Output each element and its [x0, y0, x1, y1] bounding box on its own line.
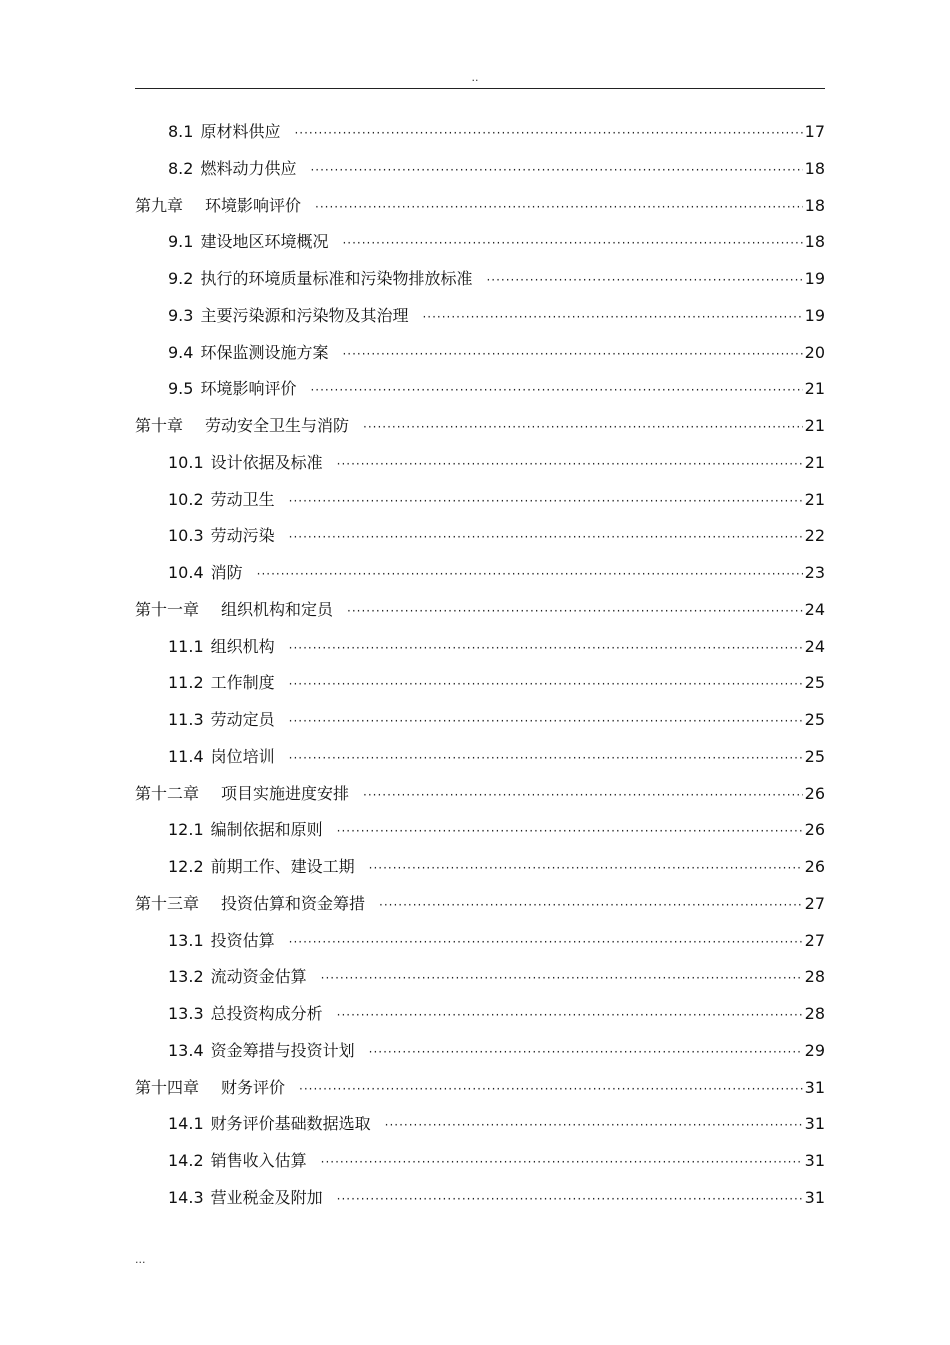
toc-section-entry[interactable] — [135, 445, 825, 482]
toc-entry-number: 11.2 — [168, 673, 204, 693]
toc-entry-text: 总投资构成分析 — [210, 1004, 323, 1023]
toc-entry-text: 原材料供应 — [200, 122, 281, 141]
toc-entry-title — [135, 408, 349, 445]
toc-page-number: 26 — [804, 820, 825, 840]
toc-dot-leader — [315, 189, 803, 226]
toc-entry-title — [168, 151, 296, 188]
toc-entry-text: 组织机构 — [210, 636, 275, 656]
toc-entry-number: 10.1 — [168, 452, 204, 472]
toc-dot-leader — [289, 630, 803, 667]
toc-dot-leader — [289, 703, 803, 740]
toc-entry-text: 燃料动力供应 — [200, 158, 297, 178]
toc-entry-number: 14.3 — [168, 1187, 204, 1207]
toc-entry-number: 11.3 — [168, 710, 204, 729]
toc-page-number: 31 — [804, 1151, 825, 1170]
toc-section-entry[interactable] — [135, 1106, 825, 1143]
toc-page-number: 21 — [804, 452, 825, 472]
toc-entry-number: 14.1 — [168, 1114, 204, 1134]
toc-entry-text: 销售收入估算 — [210, 1151, 307, 1170]
toc-entry-number: 9.3 — [168, 305, 194, 325]
toc-page-number: 26 — [804, 783, 825, 803]
toc-entry-title — [168, 1106, 371, 1143]
toc-page-number: 25 — [804, 710, 825, 729]
toc-section-entry[interactable] — [135, 518, 825, 555]
toc-entry-number: 13.4 — [168, 1040, 204, 1060]
toc-section-entry[interactable] — [135, 702, 825, 739]
toc-entry-title — [168, 812, 323, 849]
toc-chapter-entry[interactable] — [135, 776, 825, 813]
toc-dot-leader — [289, 519, 803, 556]
toc-entry-number: 11.4 — [168, 746, 204, 766]
toc-section-entry[interactable] — [135, 1180, 825, 1217]
toc-entry-title — [135, 776, 349, 813]
toc-section-entry[interactable] — [135, 482, 825, 519]
toc-entry-title — [168, 371, 296, 408]
toc-entry-text: 投资估算和资金筹措 — [221, 893, 366, 913]
toc-entry-title — [168, 996, 323, 1033]
toc-entry-number: 第九章 — [135, 195, 184, 215]
toc-entry-number: 11.1 — [168, 636, 204, 656]
toc-dot-leader — [257, 556, 803, 593]
toc-page-number: 21 — [804, 379, 825, 399]
toc-entry-title — [168, 114, 280, 151]
toc-entry-text: 组织机构和定员 — [221, 599, 334, 619]
toc-dot-leader — [363, 777, 803, 814]
toc-entry-number: 13.1 — [168, 930, 204, 950]
toc-dot-leader — [310, 152, 802, 189]
toc-entry-number: 8.2 — [168, 158, 194, 178]
toc-entry-text: 消防 — [210, 563, 243, 582]
toc-dot-leader — [363, 409, 803, 446]
toc-dot-leader — [289, 666, 803, 703]
toc-section-entry[interactable] — [135, 371, 825, 408]
toc-entry-title — [168, 224, 328, 261]
page-header-mark: .. — [471, 71, 479, 84]
toc-entry-text: 投资估算 — [210, 930, 275, 950]
toc-section-entry[interactable] — [135, 812, 825, 849]
toc-entry-title — [135, 886, 365, 923]
toc-entry-title — [168, 298, 408, 335]
toc-page-number: 21 — [804, 489, 825, 509]
toc-page-number: 21 — [804, 416, 825, 435]
toc-entry-number: 10.2 — [168, 489, 204, 509]
toc-chapter-entry[interactable] — [135, 1070, 825, 1107]
toc-section-entry[interactable] — [135, 996, 825, 1033]
toc-dot-leader — [289, 924, 803, 961]
toc-entry-text: 环保监测设施方案 — [200, 342, 329, 362]
toc-entry-text: 财务评价基础数据选取 — [210, 1114, 371, 1134]
toc-page-number: 31 — [804, 1114, 825, 1134]
toc-entry-text: 岗位培训 — [210, 746, 275, 766]
toc-dot-leader — [289, 483, 803, 520]
toc-entry-number: 9.2 — [168, 269, 194, 288]
toc-entry-text: 劳动安全卫生与消防 — [205, 416, 350, 435]
toc-section-entry[interactable] — [135, 849, 825, 886]
toc-entry-number: 9.5 — [168, 379, 194, 399]
toc-section-entry[interactable] — [135, 224, 825, 261]
toc-section-entry[interactable] — [135, 739, 825, 776]
toc-page-number: 18 — [804, 232, 825, 252]
toc-entry-number: 第十三章 — [135, 893, 200, 913]
toc-dot-leader — [299, 1071, 803, 1108]
toc-entry-title — [135, 188, 301, 225]
toc-dot-leader — [321, 1144, 803, 1181]
toc-entry-text: 营业税金及附加 — [210, 1187, 323, 1207]
toc-entry-text: 资金筹措与投资计划 — [210, 1040, 355, 1060]
toc-entry-title — [168, 629, 275, 666]
toc-entry-title — [168, 923, 275, 960]
toc-entry-number: 12.2 — [168, 857, 204, 876]
toc-page-number: 18 — [804, 158, 825, 178]
toc-entry-number: 14.2 — [168, 1151, 204, 1170]
toc-page-number: 18 — [804, 195, 825, 215]
toc-entry-title — [168, 555, 243, 592]
toc-section-entry[interactable] — [135, 555, 825, 592]
toc-entry-text: 执行的环境质量标准和污染物排放标准 — [200, 269, 473, 288]
toc-section-entry[interactable] — [135, 629, 825, 666]
toc-entry-title — [135, 1070, 285, 1107]
toc-entry-title — [168, 1143, 307, 1180]
toc-entry-title — [168, 665, 275, 702]
toc-page-number: 28 — [804, 1004, 825, 1023]
toc-entry-number: 第十四章 — [135, 1077, 200, 1097]
toc-chapter-entry[interactable] — [135, 188, 825, 225]
toc-entry-title — [168, 702, 275, 739]
toc-dot-leader — [289, 740, 803, 777]
toc-page-number: 25 — [804, 673, 825, 693]
toc-chapter-entry[interactable] — [135, 886, 825, 923]
toc-dot-leader — [337, 997, 803, 1034]
toc-section-entry[interactable] — [135, 1033, 825, 1070]
toc-section-entry[interactable] — [135, 959, 825, 996]
toc-entry-number: 12.1 — [168, 820, 204, 840]
toc-entry-text: 劳动卫生 — [210, 489, 275, 509]
toc-section-entry[interactable] — [135, 665, 825, 702]
toc-entry-number: 13.3 — [168, 1004, 204, 1023]
toc-entry-number: 8.1 — [168, 122, 194, 141]
toc-entry-title — [135, 592, 333, 629]
toc-dot-leader — [369, 850, 803, 887]
toc-entry-text: 劳动定员 — [210, 710, 275, 729]
toc-entry-number: 10.3 — [168, 526, 204, 546]
toc-entry-number: 第十一章 — [135, 599, 200, 619]
toc-entry-title — [168, 335, 328, 372]
toc-page-number: 19 — [804, 305, 825, 325]
toc-entry-text: 财务评价 — [221, 1077, 286, 1097]
table-of-contents — [135, 114, 825, 1217]
toc-page-number: 28 — [804, 967, 825, 987]
toc-entry-title — [168, 445, 323, 482]
toc-dot-leader — [337, 446, 803, 483]
toc-page-number: 19 — [804, 269, 825, 288]
toc-section-entry[interactable] — [135, 298, 825, 335]
toc-page-number: 23 — [804, 563, 825, 582]
toc-section-entry[interactable] — [135, 261, 825, 298]
toc-section-entry[interactable] — [135, 114, 825, 151]
toc-entry-text: 环境影响评价 — [205, 195, 302, 215]
toc-dot-leader — [294, 115, 802, 152]
page-footer-mark: ... — [135, 1253, 146, 1266]
toc-page-number: 27 — [804, 930, 825, 950]
toc-page-number: 24 — [804, 636, 825, 656]
toc-page-number: 20 — [804, 342, 825, 362]
toc-dot-leader — [321, 960, 803, 997]
toc-entry-text: 编制依据和原则 — [210, 820, 323, 840]
toc-entry-title — [168, 739, 275, 776]
toc-entry-title — [168, 518, 275, 555]
toc-page-number: 25 — [804, 746, 825, 766]
toc-dot-leader — [342, 225, 802, 262]
toc-page-number: 22 — [804, 526, 825, 546]
toc-entry-title — [168, 1033, 355, 1070]
toc-dot-leader — [385, 1107, 803, 1144]
toc-entry-title — [168, 1180, 323, 1217]
toc-dot-leader — [379, 887, 803, 924]
toc-entry-text: 前期工作、建设工期 — [210, 857, 355, 876]
toc-entry-number: 13.2 — [168, 967, 204, 987]
toc-entry-title — [168, 959, 307, 996]
toc-entry-text: 主要污染源和污染物及其治理 — [200, 305, 409, 325]
toc-dot-leader — [310, 372, 802, 409]
toc-entry-text: 流动资金估算 — [210, 967, 307, 987]
toc-section-entry[interactable] — [135, 151, 825, 188]
toc-page-number: 17 — [804, 122, 825, 141]
toc-entry-number: 10.4 — [168, 563, 204, 582]
toc-entry-text: 设计依据及标准 — [210, 452, 323, 472]
toc-dot-leader — [422, 299, 802, 336]
toc-entry-title — [168, 261, 472, 298]
toc-entry-title — [168, 849, 355, 886]
toc-entry-number: 第十二章 — [135, 783, 200, 803]
header-rule — [135, 88, 825, 89]
toc-section-entry[interactable] — [135, 335, 825, 372]
toc-entry-number: 9.1 — [168, 232, 194, 252]
toc-entry-text: 项目实施进度安排 — [221, 783, 350, 803]
toc-entry-number: 9.4 — [168, 342, 194, 362]
toc-page-number: 31 — [804, 1187, 825, 1207]
toc-dot-leader — [342, 336, 802, 373]
toc-entry-number: 第十章 — [135, 416, 184, 435]
toc-chapter-entry[interactable] — [135, 408, 825, 445]
toc-dot-leader — [369, 1034, 803, 1071]
toc-entry-text: 工作制度 — [210, 673, 275, 693]
toc-page-number: 27 — [804, 893, 825, 913]
toc-entry-text: 劳动污染 — [210, 526, 275, 546]
toc-chapter-entry[interactable] — [135, 592, 825, 629]
toc-page-number: 29 — [804, 1040, 825, 1060]
toc-dot-leader — [347, 593, 803, 630]
toc-entry-text: 环境影响评价 — [200, 379, 297, 399]
toc-page-number: 24 — [804, 599, 825, 619]
toc-page-number: 31 — [804, 1077, 825, 1097]
toc-section-entry[interactable] — [135, 1143, 825, 1180]
toc-dot-leader — [337, 813, 803, 850]
toc-entry-title — [168, 482, 275, 519]
toc-dot-leader — [486, 262, 802, 299]
toc-section-entry[interactable] — [135, 923, 825, 960]
toc-page-number: 26 — [804, 857, 825, 876]
toc-dot-leader — [337, 1181, 803, 1218]
toc-entry-text: 建设地区环境概况 — [200, 232, 329, 252]
